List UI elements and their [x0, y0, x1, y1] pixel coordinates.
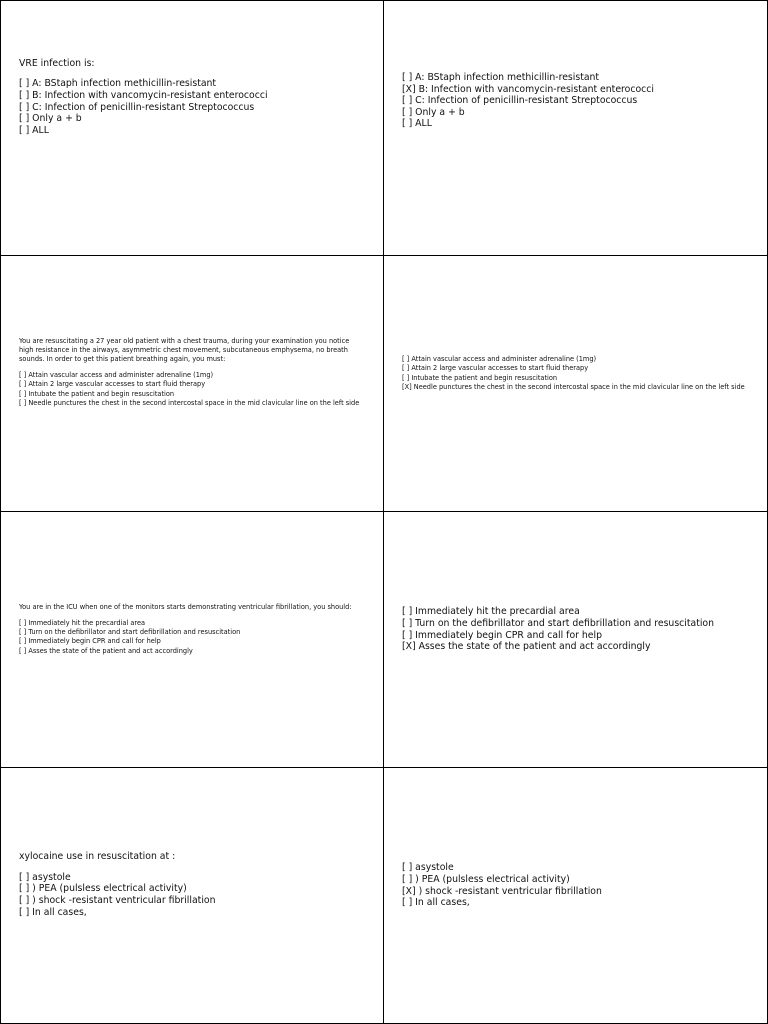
option-line: [ ] Needle punctures the chest in the second intercostal space in the mid clavicular line on the left side — [19, 398, 360, 407]
option-line: [ ] Turn on the defibrillator and start defibrillation and resuscitation — [19, 628, 241, 637]
spacer — [19, 862, 365, 871]
question-text: You are resuscitating a 27 year old patient with a chest trauma, during your examination you notice high resistance in the airways, asymmetric chest movement, subcutaneous emphysema, no breath sounds. In order to get this patient breathing again, you must: — [19, 336, 352, 364]
option-line-correct: [X] Asses the state of the patient and act accordingly — [402, 641, 651, 653]
option-line: [ ] ) PEA (pulsless electrical activity) — [402, 873, 570, 885]
option-line: [ ] Attain 2 large vascular accesses to start fluid therapy — [19, 380, 206, 389]
question-text: You are in the ICU when one of the monitors starts demonstrating ventricular fibrillation, you should: — [19, 603, 352, 612]
question-text: xylocaine use in resuscitation at : — [19, 850, 176, 862]
option-line: [ ] asystole — [19, 871, 71, 883]
option-line-correct: [X] B: Infection with vancomycin-resistant enterococci — [402, 83, 654, 95]
option-line: [ ] ) PEA (pulsless electrical activity) — [19, 883, 187, 895]
card-content — [1, 851, 383, 918]
option-line: [ ] asystole — [402, 862, 454, 874]
card-content — [1, 58, 383, 137]
option-line: [ ] Intubate the patient and begin resuscitation — [19, 389, 175, 398]
option-line-correct: [X] ) shock -resistant ventricular fibrillation — [402, 885, 602, 897]
card-answer-3 — [384, 512, 768, 768]
option-line: [ ] C: Infection of penicillin-resistant Streptococcus — [19, 101, 255, 113]
card-answer-4 — [384, 768, 768, 1024]
option-line: [ ] Only a + b — [19, 113, 82, 125]
spacer — [19, 612, 365, 619]
card-answer-1 — [384, 0, 768, 256]
option-line: [ ] Attain vascular access and administer adrenaline (1mg) — [19, 371, 214, 380]
card-content — [384, 72, 767, 130]
option-line: [ ] ALL — [19, 124, 49, 136]
card-question-1 — [0, 0, 384, 256]
option-line: [ ] In all cases, — [402, 897, 470, 909]
card-question-3 — [0, 512, 384, 768]
card-content — [384, 355, 767, 392]
option-line: [ ] A: BStaph infection methicillin-resistant — [19, 78, 217, 90]
option-line: [ ] Immediately begin CPR and call for help — [402, 629, 603, 641]
option-line: [ ] Attain 2 large vascular accesses to start fluid therapy — [402, 364, 589, 373]
option-line: [ ] Asses the state of the patient and act accordingly — [19, 646, 193, 655]
card-answer-2 — [384, 256, 768, 512]
card-content — [1, 603, 383, 656]
option-line: [ ] B: Infection with vancomycin-resistant enterococci — [19, 90, 268, 102]
option-line: [ ] Intubate the patient and begin resuscitation — [402, 373, 558, 382]
card-question-4 — [0, 768, 384, 1024]
option-line: [ ] Immediately hit the precardial area — [19, 618, 146, 627]
option-line: [ ] Turn on the defibrillator and start defibrillation and resuscitation — [402, 617, 715, 629]
option-line: [ ] ) shock -resistant ventricular fibrillation — [19, 894, 216, 906]
option-line: [ ] C: Infection of penicillin-resistant Streptococcus — [402, 95, 638, 107]
card-question-2 — [0, 256, 384, 512]
option-line: [ ] Attain vascular access and administer adrenaline (1mg) — [402, 355, 597, 364]
option-line: [ ] Immediately begin CPR and call for help — [19, 637, 161, 646]
card-content — [384, 862, 767, 908]
option-line: [ ] Only a + b — [402, 106, 465, 118]
spacer — [19, 365, 365, 372]
option-line: [ ] Immediately hit the precardial area — [402, 606, 580, 618]
spacer — [19, 69, 365, 78]
option-line: [ ] In all cases, — [19, 906, 87, 918]
option-line: [ ] ALL — [402, 118, 432, 130]
option-line-correct: [X] Needle punctures the chest in the second intercostal space in the mid clavicular line on the left side — [402, 382, 745, 391]
card-content — [1, 337, 383, 408]
card-content — [384, 606, 767, 652]
question-text: VRE infection is: — [19, 57, 95, 69]
option-line: [ ] A: BStaph infection methicillin-resistant — [402, 72, 600, 84]
